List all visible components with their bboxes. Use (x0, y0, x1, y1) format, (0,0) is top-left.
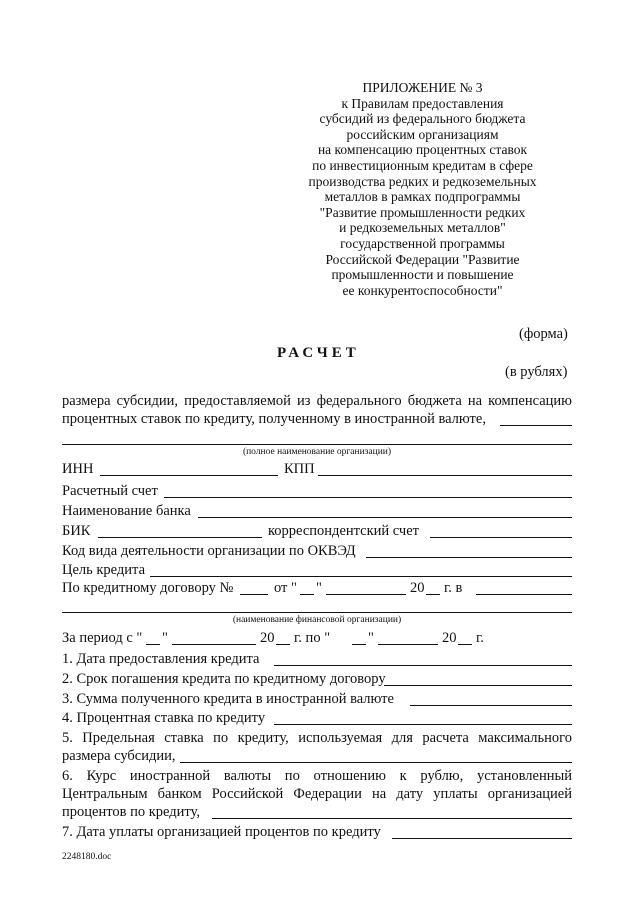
item-1-label: 1. Дата предоставления кредита (62, 651, 260, 667)
appendix-line: "Развитие промышленности редких (319, 204, 526, 220)
okved-label: Код вида деятельности организации по ОКВЭД (62, 543, 356, 559)
document-title: РАСЧЕТ (277, 345, 360, 361)
appendix-line: на компенсацию процентных ставок (317, 142, 528, 158)
inn-label: ИНН (62, 461, 94, 477)
item-3-row (62, 691, 572, 708)
period-end-year-field[interactable] (458, 644, 472, 645)
item-2-row (62, 671, 572, 688)
purpose-field[interactable] (150, 576, 572, 577)
period-start-day-field[interactable] (146, 644, 160, 645)
contract-label: По кредитному договору № (62, 580, 234, 596)
contract-day-field[interactable] (300, 594, 314, 595)
item-3-field[interactable] (410, 705, 572, 706)
item-5-row (62, 748, 572, 765)
period-end-day-field[interactable] (352, 644, 366, 645)
appendix-line: субсидий из федерального бюджета (319, 111, 526, 127)
footer-filename: 2248180.doc (62, 852, 112, 862)
item-5-line-1: 5. Предельная ставка по кредиту, используемая для расчета максимального (62, 730, 572, 746)
kpp-label: КПП (284, 461, 315, 477)
item-6-row (62, 804, 572, 821)
contract-year-prefix: 20 (410, 580, 425, 596)
appendix-line: по инвестиционным кредитам в сфере (312, 157, 533, 173)
item-1-row (62, 651, 572, 668)
contract-year-suffix: г. в (444, 580, 463, 596)
intro-line-1: размера субсидии, предоставляемой из федерального бюджета на компенсацию (62, 393, 572, 409)
period-end-label: г. (476, 630, 484, 646)
period-row (62, 630, 572, 647)
appendix-line: к Правилам предоставления (341, 95, 504, 111)
bank-label: Наименование банка (62, 503, 191, 519)
contract-number-field[interactable] (240, 594, 268, 595)
contract-from-label: от " (274, 580, 297, 596)
item-2-field[interactable] (384, 685, 572, 686)
account-label: Расчетный счет (62, 483, 158, 499)
period-label: За период с " (62, 630, 143, 646)
item-2-label: 2. Срок погашения кредита по кредитному договору (62, 671, 386, 687)
item-1-field[interactable] (274, 665, 572, 666)
inn-kpp-row (62, 461, 572, 478)
form-note: (форма) (519, 326, 568, 342)
inn-field[interactable] (100, 475, 278, 476)
currency-note: (в рублях) (505, 364, 568, 380)
contract-bank-field[interactable] (476, 594, 572, 595)
item-6-line-2: Центральным банком Российской Федерации на дату уплаты организацией (62, 786, 572, 802)
item-6-line-1: 6. Курс иностранной валюты по отношению к рублю, установленный (62, 768, 572, 784)
contract-month-field[interactable] (326, 594, 406, 595)
contract-year-field[interactable] (426, 594, 440, 595)
item-7-row (62, 824, 572, 841)
account-field[interactable] (164, 497, 572, 498)
bank-field[interactable] (198, 517, 572, 518)
bik-row (62, 523, 572, 540)
item-3-label: 3. Сумма полученного кредита в иностранной валюте (62, 691, 394, 707)
period-start-month-field[interactable] (172, 644, 256, 645)
period-year-prefix-2: 20 (442, 630, 457, 646)
appendix-line: государственной программы (340, 235, 505, 251)
okved-field[interactable] (366, 557, 572, 558)
corr-account-field[interactable] (430, 537, 572, 538)
intro-line-2 (62, 411, 572, 428)
appendix-line: производства редких и редкоземельных (308, 173, 537, 189)
org-name-field[interactable] (62, 444, 572, 445)
period-to-label: г. по " (294, 630, 331, 646)
appendix-line: металлов в рамках подпрограммы (324, 189, 521, 205)
period-quote-2: " (368, 630, 374, 646)
corr-account-label: корреспондентский счет (268, 523, 419, 539)
item-5-label: размера субсидии, (62, 748, 176, 764)
intro-blank[interactable] (500, 425, 572, 426)
item-7-field[interactable] (392, 838, 572, 839)
item-4-field[interactable] (274, 724, 572, 725)
item-4-label: 4. Процентная ставка по кредиту (62, 710, 266, 726)
appendix-line: Российской Федерации "Развитие (325, 251, 520, 267)
period-start-year-field[interactable] (276, 644, 290, 645)
appendix-line: ПРИЛОЖЕНИЕ № 3 (362, 80, 483, 95)
bik-label: БИК (62, 523, 91, 539)
appendix-line: ее конкурентоспособности" (342, 282, 503, 298)
purpose-row (62, 562, 572, 579)
okved-row (62, 543, 572, 560)
fin-org-caption: (наименование финансовой организации) (232, 615, 402, 625)
item-6-label: процентов по кредиту, (62, 804, 200, 820)
contract-quote: " (316, 580, 322, 596)
period-year-prefix-1: 20 (260, 630, 275, 646)
appendix-header (290, 80, 555, 298)
fin-org-field[interactable] (62, 612, 572, 613)
appendix-line: промышленности и повышение (331, 267, 514, 283)
org-name-caption: (полное наименование организации) (242, 447, 392, 457)
intro-line-2-text: процентных ставок по кредиту, полученному в иностранной валюте, (62, 411, 486, 427)
item-4-row (62, 710, 572, 727)
purpose-label: Цель кредита (62, 562, 146, 578)
item-6-field[interactable] (212, 818, 572, 819)
kpp-field[interactable] (318, 475, 572, 476)
item-7-label: 7. Дата уплаты организацией процентов по кредиту (62, 824, 381, 840)
appendix-line: российским организациям (346, 126, 499, 142)
period-quote-1: " (162, 630, 168, 646)
contract-row (62, 580, 572, 597)
item-5-field[interactable] (180, 762, 572, 763)
account-row (62, 483, 572, 500)
bank-row (62, 503, 572, 520)
bik-field[interactable] (98, 537, 262, 538)
appendix-line: и редкоземельных металлов" (339, 220, 506, 236)
period-end-month-field[interactable] (378, 644, 438, 645)
